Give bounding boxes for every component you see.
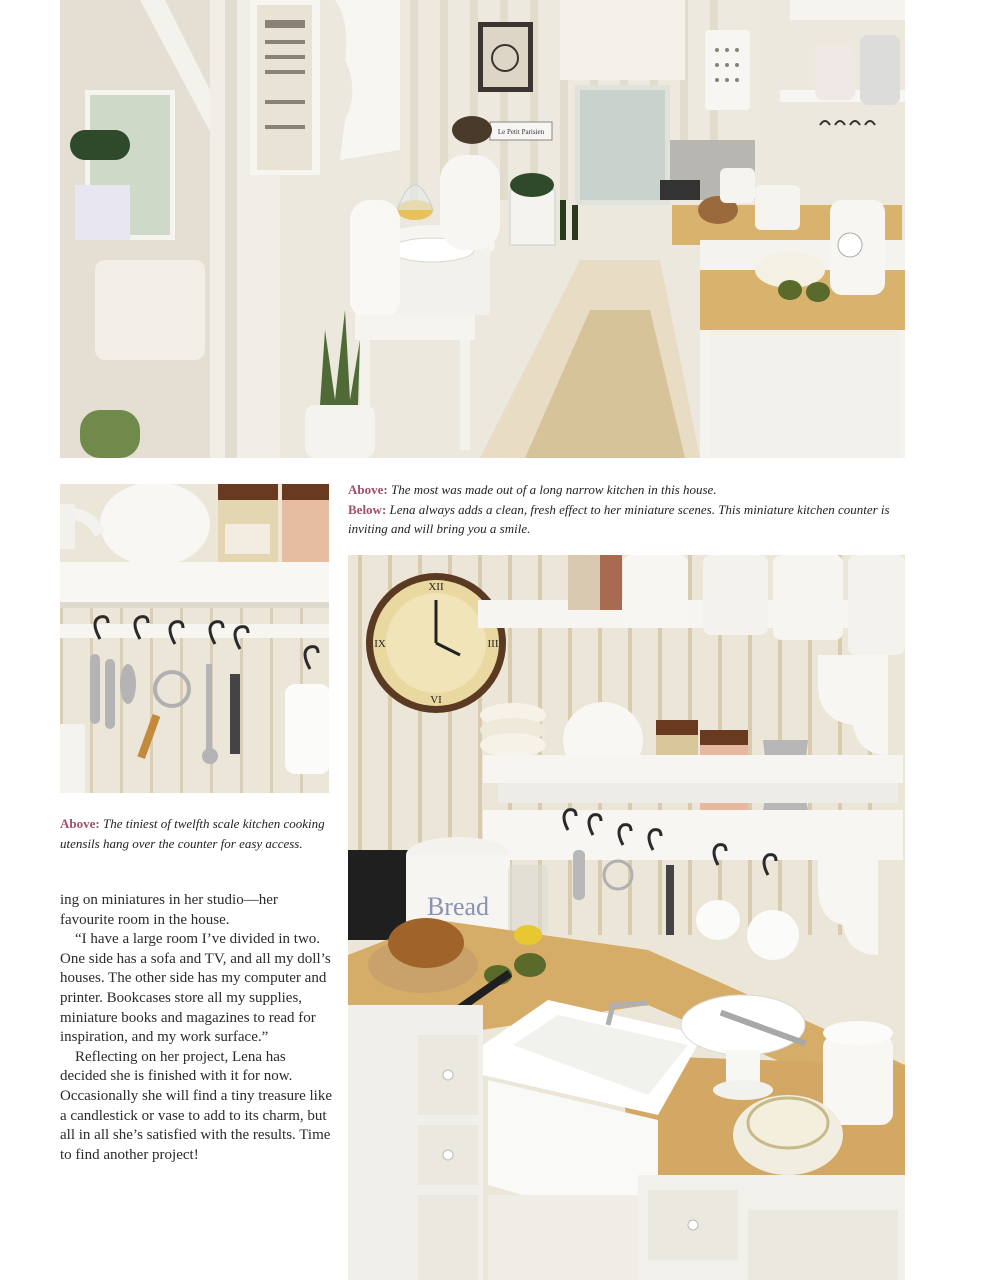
bread-canister-label: Bread [426, 892, 490, 921]
svg-text:III: III [487, 638, 499, 650]
svg-text:VI: VI [430, 694, 442, 706]
caption-below [348, 500, 908, 539]
utensils-photo [60, 484, 329, 793]
caption-left-label: Above: [60, 816, 100, 831]
body-paragraph-3: Reflecting on her project, Lena has decided she is finished with it for now. Occasionally she will find a tiny treasure like a candlestick or vase to add to its charm, but all in all she’s satisfied with the results. Time to find another project! [60, 1048, 332, 1163]
caption-above [348, 480, 908, 500]
svg-text:XII: XII [428, 581, 444, 593]
svg-text:IX: IX [374, 638, 386, 650]
caption-above-text: The most was made out of a long narrow kitchen in this house. [390, 482, 717, 497]
kitchen-counter-photo [348, 555, 905, 1280]
caption-below-label: Below: [348, 501, 387, 517]
caption-left-text: The tiniest of twelfth scale kitchen cooking utensils hang over the counter for easy access. [60, 816, 325, 851]
caption-below-text: Lena always adds a clean, fresh effect to her miniature scenes. This miniature kitchen counter is inviting and will bring you a smile. [348, 501, 890, 536]
article-body [60, 891, 332, 1165]
photo-caption-left [60, 814, 335, 853]
caption-above-label: Above: [348, 482, 388, 497]
kitchen-photo-top [60, 0, 905, 458]
body-paragraph-1: ing on miniatures in her studio—her favourite room in the house. [60, 892, 278, 928]
photo-caption-right [348, 480, 908, 539]
body-paragraph-2: “I have a large room I’ve divided in two. One side has a sofa and TV, and all my doll’s houses. The other side has my computer and printer. Bookcases store all my supplies, miniature books and magazines to read for inspiration, and my work surface.” [60, 931, 331, 1046]
shop-sign-text: Le Petit Parisien [497, 128, 545, 136]
